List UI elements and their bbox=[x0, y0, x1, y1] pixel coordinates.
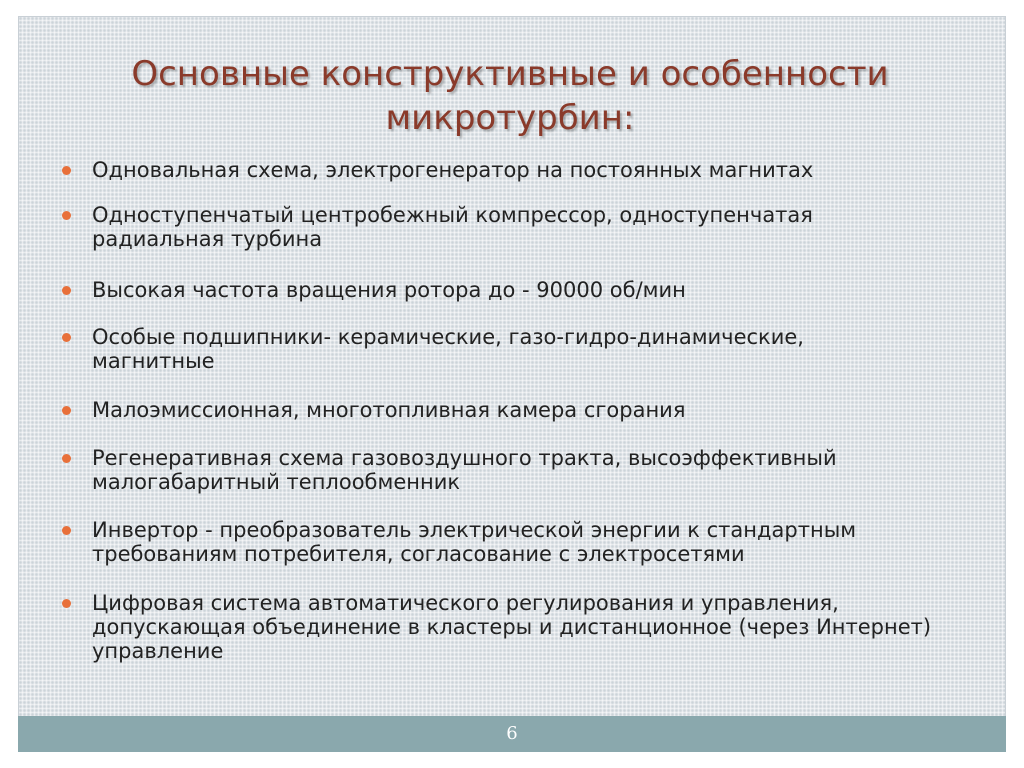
slide-title: Основные конструктивные и особенности микротурбин: bbox=[131, 54, 889, 138]
bullet-dot-icon bbox=[62, 599, 71, 608]
bullet-list bbox=[62, 158, 1008, 663]
bullet-text: Инвертор - преобразователь электрической энергии к стандартным требованиям потребителя, согласование с электросетями bbox=[92, 518, 857, 566]
bullet-text: Особые подшипники- керамические, газо-гидро-динамические, магнитные bbox=[92, 325, 804, 373]
bullet-item bbox=[62, 398, 1008, 422]
bullet-text: Регенеративная схема газовоздушного тракта, высоэффективный малогабаритный теплообменник bbox=[92, 446, 837, 494]
bullet-item bbox=[62, 325, 1008, 373]
bullet-item bbox=[62, 203, 1008, 251]
bullet-item bbox=[62, 518, 1008, 566]
bullet-text: Малоэмиссионная, многотопливная камера сгорания bbox=[92, 398, 686, 422]
bullet-text: Одноступенчатый центробежный компрессор, одноступенчатая радиальная турбина bbox=[92, 203, 813, 251]
bullet-dot-icon bbox=[62, 286, 71, 295]
page-number: 6 bbox=[506, 723, 518, 744]
bullet-dot-icon bbox=[62, 211, 71, 220]
bullet-text: Цифровая система автоматического регулирования и управления, допускающая объединение в кластеры и дистанционное (через Интернет) управление bbox=[92, 591, 932, 663]
bullet-item bbox=[62, 446, 1008, 494]
footer-bar bbox=[18, 716, 1006, 752]
bullet-dot-icon bbox=[62, 406, 71, 415]
bullet-dot-icon bbox=[62, 166, 71, 175]
bullet-dot-icon bbox=[62, 526, 71, 535]
bullet-item bbox=[62, 278, 1008, 302]
bullet-text: Высокая частота вращения ротора до - 90000 об/мин bbox=[92, 278, 686, 302]
bullet-text: Одновальная схема, электрогенератор на постоянных магнитах bbox=[92, 158, 814, 182]
bullet-dot-icon bbox=[62, 454, 71, 463]
bullet-dot-icon bbox=[62, 333, 71, 342]
bullet-item bbox=[62, 158, 1008, 182]
bullet-item bbox=[62, 591, 1008, 663]
